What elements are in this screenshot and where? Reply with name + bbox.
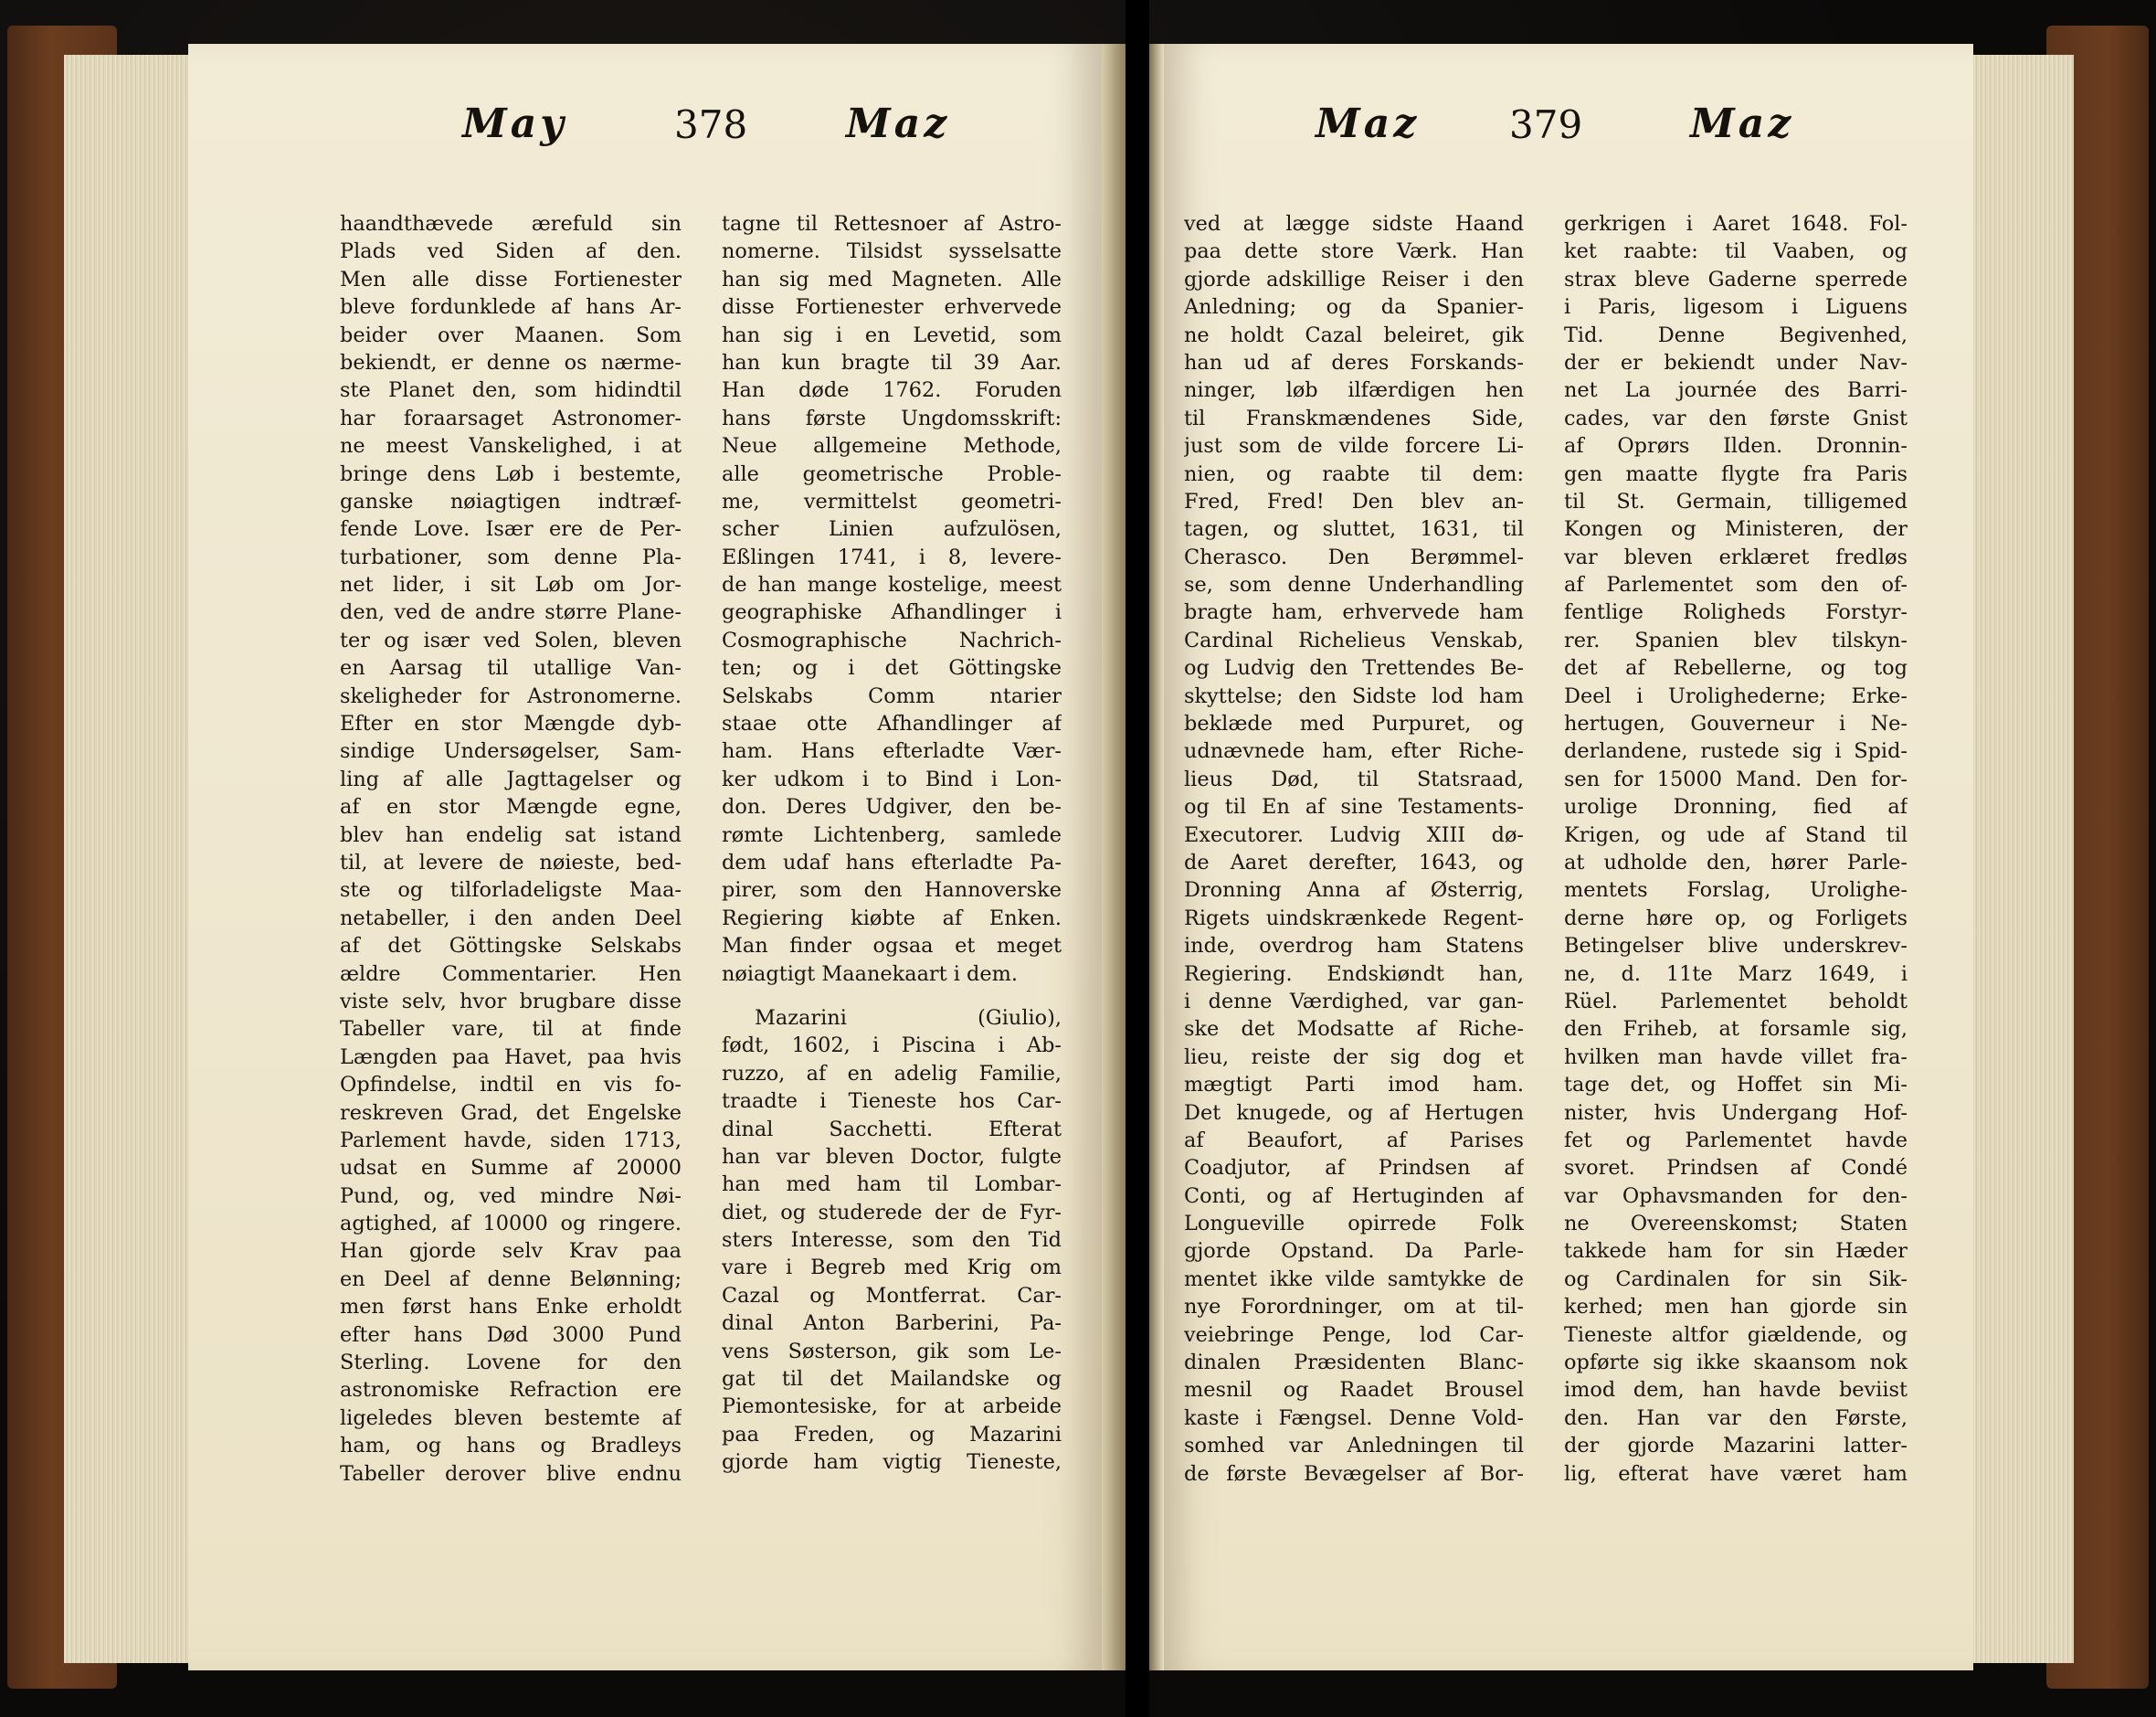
text-line: net La journée des Barri-: [1564, 378, 1908, 403]
text-line: Selskabs Comm ntarier: [722, 684, 1062, 708]
text-line: Længden paa Havet, paa hvis: [340, 1044, 682, 1069]
text-line: dinalen Præsidenten Blanc-: [1184, 1351, 1524, 1375]
text-line: geographiske Afhandlinger i: [722, 600, 1062, 625]
text-line: sen for 15000 Mand. Den for-: [1564, 767, 1908, 791]
text-line: til Franskmændenes Side,: [1184, 406, 1524, 430]
text-line: han med ham til Lombar-: [722, 1172, 1062, 1197]
text-line: i denne Værdighed, var gan-: [1184, 989, 1524, 1013]
text-line: ne, d. 11te Marz 1649, i: [1564, 961, 1908, 986]
text-line: rer. Spanien blev tilskyn-: [1564, 628, 1908, 652]
text-line: Han døde 1762. Foruden: [722, 378, 1062, 403]
text-line: Deel i Urolighederne; Erke-: [1564, 684, 1908, 708]
text-line: hertugen, Gouverneur i Ne-: [1564, 712, 1908, 737]
text-line: efter hans Død 3000 Pund: [340, 1322, 682, 1347]
text-line: Executorer. Ludvig XIII dø-: [1184, 822, 1524, 847]
text-line: Betingelser blive underskrev-: [1564, 934, 1908, 959]
left-page-stack: [64, 55, 192, 1663]
text-line: og Ludvig den Trettendes Be-: [1184, 656, 1524, 681]
text-line: sters Interesse, som den Tid: [722, 1228, 1062, 1253]
text-line: af det Göttingske Selskabs: [340, 934, 682, 959]
text-line: sindige Undersøgelser, Sam-: [340, 739, 682, 764]
text-line: agtighed, af 10000 og ringere.: [340, 1212, 682, 1236]
text-line: Longueville opirrede Folk: [1184, 1212, 1524, 1236]
text-line: udnævnede ham, efter Riche-: [1184, 739, 1524, 764]
text-line: net lider, i sit Løb om Jor-: [340, 573, 682, 598]
text-line: Cardinal Richelieus Venskab,: [1184, 628, 1524, 652]
right-running-header: [1160, 101, 1973, 174]
text-line: ske det Modsatte af Riche-: [1184, 1017, 1524, 1042]
text-line: af Beaufort, af Parises: [1184, 1128, 1524, 1152]
right-header-word-right: Maz: [1690, 101, 1795, 147]
text-line: ne Overeenskomst; Staten: [1564, 1212, 1908, 1236]
text-line: dinal Sacchetti. Efterat: [722, 1117, 1062, 1141]
text-line: imod dem, han havde beviist: [1564, 1378, 1908, 1403]
text-line: ninger, løb ilfærdigen hen: [1184, 378, 1524, 403]
text-line: ganske nøiagtigen indtræf-: [340, 489, 682, 514]
text-line: han kun bragte til 39 Aar.: [722, 350, 1062, 375]
text-line: Han gjorde selv Krav paa: [340, 1239, 682, 1264]
text-line: fet og Parlementet havde: [1564, 1128, 1908, 1152]
text-line: var bleven erklæret fredløs: [1564, 545, 1908, 569]
text-line: ham, og hans og Bradleys: [340, 1434, 682, 1458]
text-line: og Cardinalen for sin Sik-: [1564, 1267, 1908, 1291]
text-line: strax bleve Gaderne sperrede: [1564, 267, 1908, 291]
text-line: me, vermittelst geometri-: [722, 489, 1062, 514]
text-line: opførte sig ikke skaansom nok: [1564, 1351, 1908, 1375]
text-line: fende Love. Især ere de Per-: [340, 517, 682, 542]
text-line: nien, og raabte til dem:: [1184, 461, 1524, 486]
text-line: mentets Forslag, Urolighe-: [1564, 878, 1908, 903]
text-line: bekiendt, er denne os nærme-: [340, 350, 682, 375]
left-running-header: [188, 101, 1102, 174]
text-line: kerhed; men han gjorde sin: [1564, 1295, 1908, 1320]
text-line: Tieneste altfor giældende, og: [1564, 1322, 1908, 1347]
text-line: de han mange kostelige, meest: [722, 573, 1062, 598]
text-line: ten; og i det Göttingske: [722, 656, 1062, 681]
text-line: lig, efterat have været ham: [1564, 1461, 1908, 1486]
text-line: nomerne. Tilsidst sysselsatte: [722, 239, 1062, 264]
text-line: gerkrigen i Aaret 1648. Fol-: [1564, 212, 1908, 236]
text-line: dinal Anton Barberini, Pa-: [722, 1311, 1062, 1336]
text-line: mentet ikke vilde samtykke de: [1184, 1267, 1524, 1291]
text-line: hvilken man havde villet fra-: [1564, 1044, 1908, 1069]
text-line: derlandene, rustede sig i Spid-: [1564, 739, 1908, 764]
text-line: det af Rebellerne, og tog: [1564, 656, 1908, 681]
text-line: tage det, og Hoffet sin Mi-: [1564, 1073, 1908, 1097]
text-line: beider over Maanen. Som: [340, 323, 682, 347]
right-header-word: Maz: [1316, 101, 1421, 147]
text-line: af en stor Mængde egne,: [340, 795, 682, 820]
text-line: ne holdt Cazal beleiret, gik: [1184, 323, 1524, 347]
text-line: de Aaret derefter, 1643, og: [1184, 850, 1524, 874]
text-line: Piemontesiske, for at arbeide: [722, 1394, 1062, 1419]
text-line: at udholde den, hører Parle-: [1564, 850, 1908, 874]
text-line: Eßlingen 1741, i 8, levere-: [722, 545, 1062, 569]
text-line: just som de vilde forcere Li-: [1184, 434, 1524, 459]
text-line: Rüel. Parlementet beholdt: [1564, 989, 1908, 1013]
text-line: haandthævede ærefuld sin: [340, 212, 682, 236]
text-line: rømte Lichtenberg, samlede: [722, 822, 1062, 847]
text-line: gat til det Mailandske og: [722, 1367, 1062, 1392]
text-line: Kongen og Ministeren, der: [1564, 517, 1908, 542]
text-line: til St. Germain, tilligemed: [1564, 489, 1908, 514]
text-line: skeligheder for Astronomerne.: [340, 684, 682, 708]
text-line: han ud af deres Forskands-: [1184, 350, 1524, 375]
text-line: disse Fortienester erhvervede: [722, 295, 1062, 320]
text-line: ste og tilforladeligste Maa-: [340, 878, 682, 903]
text-line: Cosmographische Nachrich-: [722, 628, 1062, 652]
text-line: urolige Dronning, fied af: [1564, 795, 1908, 820]
text-line: dem udaf hans efterladte Pa-: [722, 850, 1062, 874]
text-line: astronomiske Refraction ere: [340, 1378, 682, 1403]
text-line: Neue allgemeine Methode,: [722, 434, 1062, 459]
text-line: Mazarini (Giulio),: [755, 1005, 1062, 1030]
text-line: Anledning; og da Spanier-: [1184, 295, 1524, 320]
text-line: kaste i Fængsel. Denne Vold-: [1184, 1405, 1524, 1430]
text-line: Man finder ogsaa et meget: [722, 934, 1062, 959]
text-line: Tabeller vare, til at finde: [340, 1017, 682, 1042]
text-line: lieu, reiste der sig dog et: [1184, 1044, 1524, 1069]
text-line: ligeledes bleven bestemte af: [340, 1405, 682, 1430]
text-line: Men alle disse Fortienester: [340, 267, 682, 291]
text-line: den, ved de andre større Plane-: [340, 600, 682, 625]
text-line: tagne til Rettesnoer af Astro-: [722, 212, 1062, 236]
text-line: mesnil og Raadet Brousel: [1184, 1378, 1524, 1403]
gutter-shadow-right: [1149, 44, 1164, 1670]
text-line: viste selv, hvor brugbare disse: [340, 989, 682, 1013]
text-line: paa dette store Værk. Han: [1184, 239, 1524, 264]
right-page-column-2: [1564, 210, 1908, 1488]
text-line: svoret. Prindsen af Condé: [1564, 1156, 1908, 1181]
text-line: pirer, som den Hannoverske: [722, 878, 1062, 903]
text-line: takkede ham for sin Hæder: [1564, 1239, 1908, 1264]
text-line: Pund, og, ved mindre Nøi-: [340, 1183, 682, 1208]
text-line: skyttelse; den Sidste lod ham: [1184, 684, 1524, 708]
gutter-shadow-left: [1102, 44, 1126, 1670]
text-line: mægtigt Parti imod ham.: [1184, 1073, 1524, 1097]
right-page-number: 379: [1509, 102, 1583, 147]
text-line: Parlement havde, siden 1713,: [340, 1128, 682, 1152]
left-page-column-2: [722, 210, 1062, 1477]
text-line: en Aarsag til utallige Van-: [340, 656, 682, 681]
text-line: Plads ved Siden af den.: [340, 239, 682, 264]
text-line: Det knugede, og af Hertugen: [1184, 1100, 1524, 1125]
text-line: der gjorde Mazarini latter-: [1564, 1434, 1908, 1458]
text-line: Dronning Anna af Østerrig,: [1184, 878, 1524, 903]
text-line: nye Forordninger, om at til-: [1184, 1295, 1524, 1320]
left-page-column-1: [340, 210, 682, 1488]
text-line: han sig med Magneten. Alle: [722, 267, 1062, 291]
right-page-stack: [1964, 55, 2074, 1663]
text-line: inde, overdrog ham Statens: [1184, 934, 1524, 959]
text-line: de første Bevægelser af Bor-: [1184, 1461, 1524, 1486]
text-line: cades, var den første Gnist: [1564, 406, 1908, 430]
text-line: hans første Ungdomsskrift:: [722, 406, 1062, 430]
text-line: han sig i en Levetid, som: [722, 323, 1062, 347]
text-line: i Paris, ligesom i Liguens: [1564, 295, 1908, 320]
text-line: ne meest Vanskelighed, i at: [340, 434, 682, 459]
text-line: don. Deres Udgiver, den be-: [722, 795, 1062, 820]
text-line: Rigets uindskrænkede Regent-: [1184, 906, 1524, 930]
text-line: Sterling. Lovene for den: [340, 1351, 682, 1375]
text-line: ved at lægge sidste Haand: [1184, 212, 1524, 236]
text-line: se, som denne Underhandling: [1184, 573, 1524, 598]
text-line: derne høre op, og Forligets: [1564, 906, 1908, 930]
text-line: en Deel af denne Belønning;: [340, 1267, 682, 1291]
text-line: ældre Commentarier. Hen: [340, 961, 682, 986]
text-line: Coadjutor, af Prindsen af: [1184, 1156, 1524, 1181]
text-line: Regiering. Endskiøndt han,: [1184, 961, 1524, 986]
text-line: nister, hvis Undergang Hof-: [1564, 1100, 1908, 1125]
text-line: ter og især ved Solen, bleven: [340, 628, 682, 652]
text-line: Cherasco. Den Berømmel-: [1184, 545, 1524, 569]
text-line: beklæde med Purpuret, og: [1184, 712, 1524, 737]
entry-separator: [722, 988, 1062, 1004]
text-line: Conti, og af Hertuginden af: [1184, 1183, 1524, 1208]
text-line: ste Planet den, som hidindtil: [340, 378, 682, 403]
text-line: lieus Død, til Statsraad,: [1184, 767, 1524, 791]
text-line: alle geometrische Proble-: [722, 461, 1062, 486]
text-line: udsat en Summe af 20000: [340, 1156, 682, 1181]
left-header-word-right: Maz: [846, 101, 951, 147]
text-line: Tid. Denne Begivenhed,: [1564, 323, 1908, 347]
text-line: vare i Begreb med Krig om: [722, 1256, 1062, 1280]
text-line: veiebringe Penge, lod Car-: [1184, 1322, 1524, 1347]
text-line: var Ophavsmanden for den-: [1564, 1183, 1908, 1208]
text-line: gen maatte flygte fra Paris: [1564, 461, 1908, 486]
text-line: gjorde ham vigtig Tieneste,: [722, 1450, 1062, 1475]
text-line: Fred, Fred! Den blev an-: [1184, 489, 1524, 514]
text-line: gjorde Opstand. Da Parle-: [1184, 1239, 1524, 1264]
text-line: blev han endelig sat istand: [340, 822, 682, 847]
text-line: den Friheb, at forsamle sig,: [1564, 1017, 1908, 1042]
text-line: der er bekiendt under Nav-: [1564, 350, 1908, 375]
text-line: har foraarsaget Astronomer-: [340, 406, 682, 430]
text-line: ruzzo, af en adelig Familie,: [722, 1061, 1062, 1086]
text-line: og til En af sine Testaments-: [1184, 795, 1524, 820]
text-line: bleve fordunklede af hans Ar-: [340, 295, 682, 320]
text-line: til, at levere de nøieste, bed-: [340, 850, 682, 874]
right-page-column-1: [1184, 210, 1524, 1488]
text-line: han var bleven Doctor, fulgte: [722, 1144, 1062, 1169]
text-line: ket raabte: til Vaaben, og: [1564, 239, 1908, 264]
text-line: traadte i Tieneste hos Car-: [722, 1089, 1062, 1114]
scan-divider: [1126, 0, 1149, 1717]
text-line: født, 1602, i Piscina i Ab-: [722, 1033, 1062, 1058]
text-line: den. Han var den Første,: [1564, 1405, 1908, 1430]
text-line: gjorde adskillige Reiser i den: [1184, 267, 1524, 291]
text-line: Opfindelse, indtil en vis fo-: [340, 1073, 682, 1097]
text-line: bringe dens Løb i bestemte,: [340, 461, 682, 486]
text-line: turbationer, som denne Pla-: [340, 545, 682, 569]
text-line: paa Freden, og Mazarini: [722, 1422, 1062, 1447]
text-line: Regiering kiøbte af Enken.: [722, 906, 1062, 930]
text-line: af Oprørs Ilden. Dronnin-: [1564, 434, 1908, 459]
text-line: nøiagtigt Maanekaart i dem.: [722, 961, 1018, 986]
text-line: ling af alle Jagttagelser og: [340, 767, 682, 791]
text-line: tagen, og sluttet, 1631, til: [1184, 517, 1524, 542]
text-line: ker udkom i to Bind i Lon-: [722, 767, 1062, 791]
text-line: vens Søsterson, gik som Le-: [722, 1339, 1062, 1363]
text-line: Efter en stor Mængde dyb-: [340, 712, 682, 737]
text-line: staae otte Afhandlinger af: [722, 712, 1062, 737]
left-page-number: 378: [674, 102, 748, 147]
text-line: scher Linien aufzulösen,: [722, 517, 1062, 542]
text-line: af Parlementet som den of-: [1564, 573, 1908, 598]
text-line: diet, og studerede der de Fyr-: [722, 1200, 1062, 1224]
text-line: reskreven Grad, det Engelske: [340, 1100, 682, 1125]
text-line: men først hans Enke erholdt: [340, 1295, 682, 1320]
text-line: bragte ham, erhvervede ham: [1184, 600, 1524, 625]
text-line: somhed var Anledningen til: [1184, 1434, 1524, 1458]
text-line: Cazal og Montferrat. Car-: [722, 1283, 1062, 1308]
left-header-word: May: [462, 101, 567, 147]
text-line: fentlige Roligheds Forstyr-: [1564, 600, 1908, 625]
text-line: Krigen, og ude af Stand til: [1564, 822, 1908, 847]
text-line: netabeller, i den anden Deel: [340, 906, 682, 930]
text-line: Tabeller derover blive endnu: [340, 1461, 682, 1486]
text-line: ham. Hans efterladte Vær-: [722, 739, 1062, 764]
